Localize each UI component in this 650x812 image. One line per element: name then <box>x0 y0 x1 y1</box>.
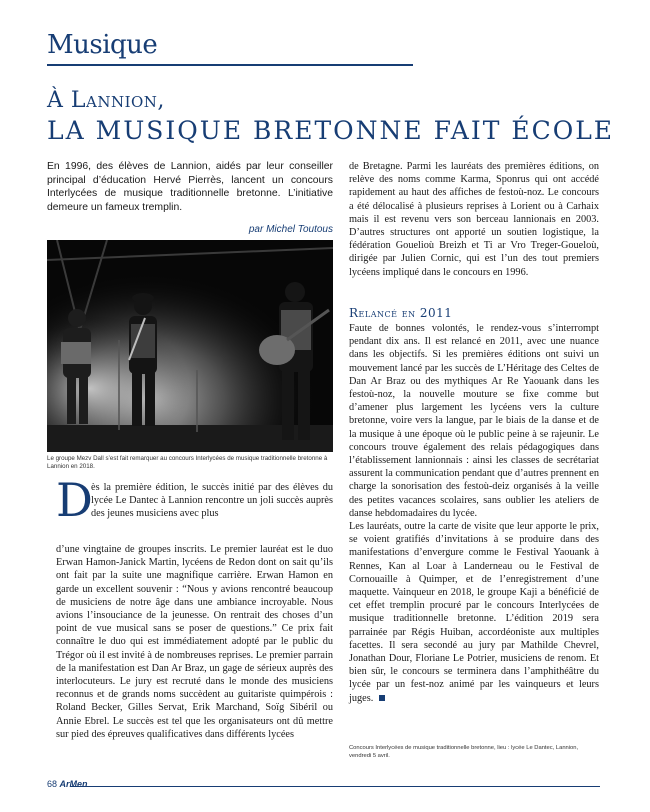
headline-line-2: LA MUSIQUE BRETONNE FAIT ÉCOLE <box>47 116 615 145</box>
page-number: 68 <box>47 779 58 789</box>
body-column-right-para-1: de Bretagne. Parmi les lauréats des premières éditions, on relève des noms comme Karma, Sponrus qui ont accédé rapidement au haut des affiches de festoù-noz. Le concours a été délocalisé à plusieurs reprises à Lorient ou à Carhaix mais il est revenu vers son berceau lannionais en 2003. D’autres structures ont apporté un soutien logistique, la fédération Gouelioù Breizh et Ti ar Vro Treger-Goueloù, dirigée par Julien Cornic, qui est l’un des tout premiers lycéens impliqué dans le concours en 1996. <box>349 161 599 278</box>
section-rule <box>47 64 413 66</box>
byline: par Michel Toutous <box>248 224 333 235</box>
end-of-article-mark <box>379 695 385 701</box>
magazine-name: ArMen <box>59 779 88 789</box>
body-column-left-start: ès la première édition, le succès initié par des élèves du lycée Le Dantec à Lannion rencontre un joli succès auprès des jeunes musiciens avec plus <box>91 482 333 520</box>
footer-rule <box>70 786 600 787</box>
body-column-right-para-3-text: Les lauréats, outre la carte de visite que leur apporte le prix, se voient gratifiés d’invitations à se produire dans des manifestations d’envergure comme le Festival Yaouank à Rennes, Kan al Loar à Landerneau ou le Festival de Cornouaille à Quimper, et de l’enregistrement d’une maquette. Vainqueur en 2018, le groupe Kaji a bénéficié de cet effet tremplin procuré par le concours Interlycées de musique traditionnelle bretonne. L’édition 2019 sera parrainée par Régis Huiban, accordéoniste aux multiples facettes. Il sera secondé au jury par Mathilde Chevrel, Jonathan Dour, Floriane Le Potrier, musiciens de renom. Et bien sûr, le concours se terminera dans l’amphithéâtre du lycée par un fest-noz animé par les vainqueurs et leurs juges. <box>349 521 599 704</box>
concert-photo-illustration <box>47 240 333 452</box>
dropcap: D <box>56 473 93 527</box>
photo-caption: Le groupe Mezv Dall s’est fait remarquer au concours Interlycées de musique traditionnelle bretonne à Lannion en 2018. <box>47 455 328 470</box>
body-column-right-para-2: Faute de bonnes volontés, le rendez-vous s’interrompt pendant dix ans. Il est relancé en 2011, avec une nuance dans les objectifs. Si les premières éditions ont suivi un mouvement lancé par les succès de L’Héritage des Celtes de Dan Ar Braz ou des mythiques Ar Re Yaouank dans les festoù-noz, la nouvelle mouture se fixe comme but d’amener plus largement les lycéens vers la culture bretonne, voire vers la langue, par le biais de la danse et de la musique à une époque où le public peine à se rajeunir. Le concours trouve également des relais pédagogiques dans l’établissement lannionnais : ainsi les classes de secrétariat assurent la communication pendant que d’autres prennent en charge la sonorisation des festoù-deiz organisés à la veille des petites vacances scolaires, sans oublier les ateliers de danse hebdomadaires du lycée. <box>349 323 599 519</box>
section-title: Musique <box>47 30 158 60</box>
headline-line-1: À Lannion, <box>47 88 165 113</box>
footer <box>47 779 88 789</box>
intro-paragraph: En 1996, des élèves de Lannion, aidés par leur conseiller principal d’éducation Hervé Pierrès, lancent un concours Interlycées de musique traditionnelle bretonne. L’initiative demeure un fameux tremplin. <box>47 161 333 213</box>
concert-photo <box>47 240 333 452</box>
subhead: Relancé en 2011 <box>349 306 453 320</box>
photo-credit: Concours Interlycées de musique traditionnelle bretonne, lieu : lycée Le Dantec, Lannion, vendredi 5 avril. <box>349 745 579 759</box>
body-column-left: d’une vingtaine de groupes inscrits. Le premier lauréat est le duo Erwan Hamon-Janick Martin, lycéens de Redon dont on sait qu’ils ont fait par la suite une magnifique carrière. Erwan Hamon en garde un excellent souvenir : “Nous y avions rencontré beaucoup de musiciens de notre âge dans une ambiance incroyable. Nous avions l’insouciance de la jeunesse. On rentrait des choses d’un point de vue musical sans se poser de questions.” Ce prix fait connaître le duo qui est immédiatement adopté par le public du Trégor où il est invité à de nombreuses reprises. Le premier parrain de la manifestation est Dan Ar Braz, un gage de sérieux auprès des interlocuteurs. Le jury est recruté dans le monde des musiciens reconnus et de grands noms succèdent au guitariste quimpérois : Roland Becker, Gilles Servat, Erik Marchand, Soïg Sibéril ou Annie Ebrel. Le succès est tel que les organisateurs ont dû mettre sur pied des épreuves qualificatives dans différents lycées <box>56 544 333 740</box>
body-column-right-block <box>349 322 599 705</box>
body-column-right-para-3 <box>349 520 599 705</box>
